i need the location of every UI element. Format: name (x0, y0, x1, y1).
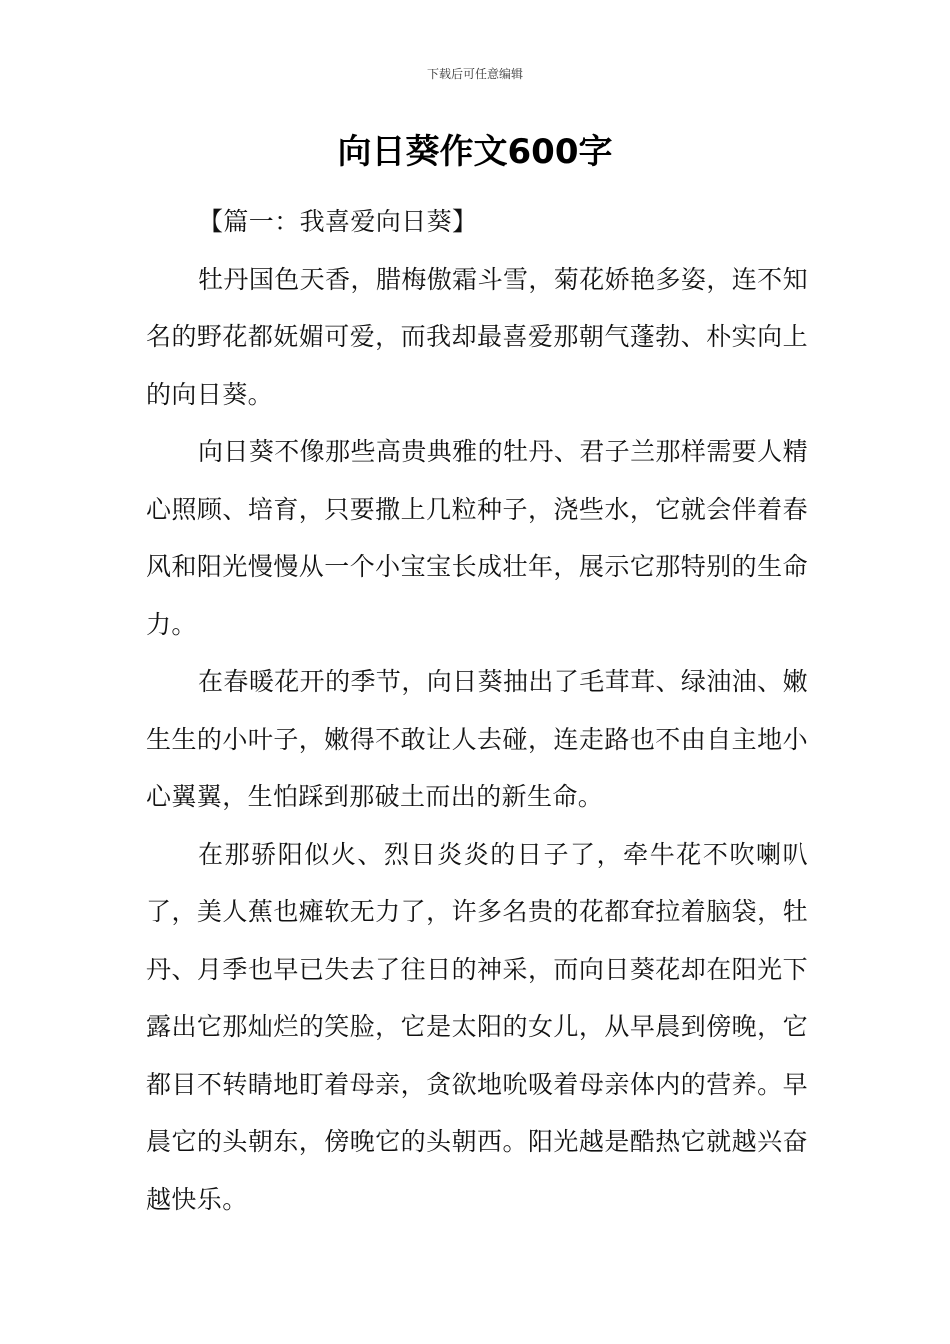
paragraph: 在春暖花开的季节，向日葵抽出了毛茸茸、绿油油、嫩生生的小叶子，嫩得不敢让人去碰，连走路也不由自主地小心翼翼，生怕踩到那破土而出的新生命。 (146, 667, 808, 811)
paragraph: 向日葵不像那些高贵典雅的牡丹、君子兰那样需要人精心照顾、培育，只要撒上几粒种子，浇些水，它就会伴着春风和阳光慢慢从一个小宝宝长成壮年，展示它那特别的生命力。 (146, 437, 808, 639)
paragraph: 牡丹国色天香，腊梅傲霜斗雪，菊花娇艳多姿，连不知名的野花都妩媚可爱，而我却最喜爱那朝气蓬勃、朴实向上的向日葵。 (146, 264, 808, 409)
paragraph: 在那骄阳似火、烈日炎炎的日子了，牵牛花不吹喇叭了，美人蕉也瘫软无力了，许多名贵的花都耷拉着脑袋，牡丹、月季也早已失去了往日的神采，而向日葵花却在阳光下露出它那灿烂的笑脸，它是太阳的女儿，从早晨到傍晚，它都目不转睛地盯着母亲，贪欲地吮吸着母亲体内的营养。早晨它的头朝东，傍晚它的头朝西。阳光越是酷热它就越兴奋越快乐。 (146, 839, 808, 1214)
document-title: 向日葵作文600字 (337, 132, 613, 172)
document-body (146, 193, 808, 1228)
section-heading: 【篇一：我喜爱向日葵】 (198, 207, 478, 236)
header-note: 下载后可任意编辑 (426, 67, 523, 81)
